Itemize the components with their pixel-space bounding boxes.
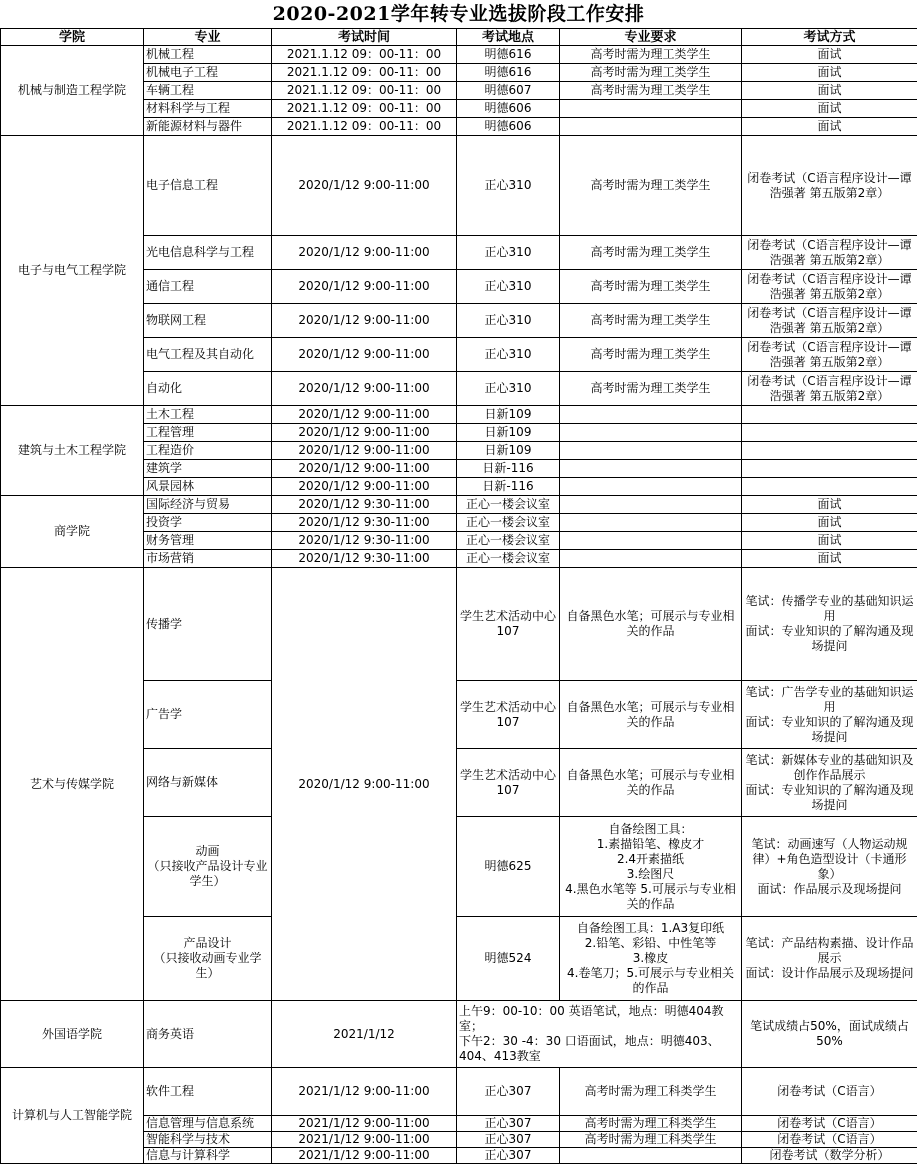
- major-cell: 机械工程: [144, 46, 272, 64]
- place-cell: 正心一楼会议室: [457, 550, 560, 568]
- requirement-cell: [560, 442, 742, 460]
- college-cell: 计算机与人工智能学院: [1, 1068, 144, 1164]
- requirement-cell: [560, 424, 742, 442]
- time-cell: 2020/1/12 9:00-11:00: [272, 568, 457, 1001]
- major-cell: 工程造价: [144, 442, 272, 460]
- requirement-cell: 高考时需为理工类学生: [560, 236, 742, 270]
- time-cell: 2020/1/12 9:30-11:00: [272, 532, 457, 550]
- time-cell: 2020/1/12 9:00-11:00: [272, 270, 457, 304]
- time-cell: 2020/1/12 9:30-11:00: [272, 496, 457, 514]
- method-cell: 面试: [742, 550, 917, 568]
- header-major: 专业: [144, 29, 272, 46]
- requirement-cell: [560, 118, 742, 136]
- college-cell: 机械与制造工程学院: [1, 46, 144, 136]
- place-cell: 正心310: [457, 236, 560, 270]
- method-cell: 闭卷考试（数学分析）: [742, 1148, 917, 1164]
- method-cell: 闭卷考试（C语言）: [742, 1068, 917, 1116]
- time-cell: 2021/1/12 9:00-11:00: [272, 1148, 457, 1164]
- table-row: [1, 568, 917, 681]
- method-cell: [742, 406, 917, 424]
- requirement-cell: [560, 406, 742, 424]
- major-cell: 信息管理与信息系统: [144, 1116, 272, 1132]
- time-cell: 2021.1.12 09：00-11：00: [272, 118, 457, 136]
- major-cell: 动画 （只接收产品设计专业学生）: [144, 817, 272, 917]
- place-cell: 明德606: [457, 100, 560, 118]
- method-cell: 笔试：传播学专业的基础知识运用 面试：专业知识的了解沟通及现场提问: [742, 568, 917, 681]
- major-cell: 广告学: [144, 681, 272, 749]
- time-cell: 2021/1/12 9:00-11:00: [272, 1068, 457, 1116]
- major-cell: 物联网工程: [144, 304, 272, 338]
- requirement-cell: 高考时需为理工类学生: [560, 270, 742, 304]
- place-cell: 明德524: [457, 917, 560, 1001]
- major-cell: 电气工程及其自动化: [144, 338, 272, 372]
- requirement-cell: [560, 514, 742, 532]
- requirement-cell: 高考时需为理工类学生: [560, 372, 742, 406]
- requirement-cell: 自备绘图工具： 1.素描铅笔、橡皮才 2.4开素描纸 3.绘图尺 4.黑色水笔等 5.可展示与专业相关的作品: [560, 817, 742, 917]
- method-cell: 闭卷考试（C语言程序设计—谭浩强著 第五版第2章）: [742, 136, 917, 236]
- time-cell: 2020/1/12 9:00-11:00: [272, 304, 457, 338]
- requirement-cell: 高考时需为理工科类学生: [560, 1132, 742, 1148]
- major-cell: 建筑学: [144, 460, 272, 478]
- place-cell: 日新-116: [457, 460, 560, 478]
- place-cell: 明德616: [457, 64, 560, 82]
- method-cell: 闭卷考试（C语言程序设计—谭浩强著 第五版第2章）: [742, 236, 917, 270]
- place-cell: 日新109: [457, 406, 560, 424]
- college-cell: 建筑与土木工程学院: [1, 406, 144, 496]
- place-cell: 日新-116: [457, 478, 560, 496]
- header-college: 学院: [1, 29, 144, 46]
- time-cell: 2020/1/12 9:00-11:00: [272, 236, 457, 270]
- place-cell: 正心310: [457, 338, 560, 372]
- major-cell: 车辆工程: [144, 82, 272, 100]
- time-cell: 2020/1/12 9:00-11:00: [272, 424, 457, 442]
- method-cell: 笔试：新媒体专业的基础知识及创作作品展示 面试：专业知识的了解沟通及现场提问: [742, 749, 917, 817]
- time-cell: 2020/1/12 9:00-11:00: [272, 406, 457, 424]
- time-cell: 2021.1.12 09：00-11：00: [272, 46, 457, 64]
- time-cell: 2020/1/12 9:00-11:00: [272, 136, 457, 236]
- method-cell: 面试: [742, 532, 917, 550]
- major-cell: 智能科学与技术: [144, 1132, 272, 1148]
- method-cell: 闭卷考试（C语言）: [742, 1132, 917, 1148]
- major-cell: 新能源材料与器件: [144, 118, 272, 136]
- requirement-cell: 自备黑色水笔；可展示与专业相关的作品: [560, 749, 742, 817]
- place-cell: 日新109: [457, 424, 560, 442]
- major-cell: 商务英语: [144, 1001, 272, 1068]
- time-cell: 2021/1/12 9:00-11:00: [272, 1116, 457, 1132]
- requirement-cell: [560, 496, 742, 514]
- college-cell: 商学院: [1, 496, 144, 568]
- place-cell: 日新109: [457, 442, 560, 460]
- place-cell: 学生艺术活动中心107: [457, 749, 560, 817]
- header-method: 考试方式: [742, 29, 917, 46]
- major-cell: 机械电子工程: [144, 64, 272, 82]
- time-cell: 2020/1/12 9:00-11:00: [272, 372, 457, 406]
- major-cell: 软件工程: [144, 1068, 272, 1116]
- place-cell: 正心307: [457, 1068, 560, 1116]
- method-cell: 面试: [742, 514, 917, 532]
- time-cell: 2020/1/12 9:00-11:00: [272, 460, 457, 478]
- requirement-cell: [560, 532, 742, 550]
- major-cell: 市场营销: [144, 550, 272, 568]
- major-cell: 工程管理: [144, 424, 272, 442]
- method-cell: [742, 478, 917, 496]
- table-row: [1, 46, 917, 64]
- method-cell: 闭卷考试（C语言程序设计—谭浩强著 第五版第2章）: [742, 372, 917, 406]
- place-cell: 学生艺术活动中心107: [457, 681, 560, 749]
- time-cell: 2020/1/12 9:00-11:00: [272, 338, 457, 372]
- time-cell: 2020/1/12 9:00-11:00: [272, 478, 457, 496]
- method-cell: 面试: [742, 46, 917, 64]
- method-cell: 笔试成绩占50%，面试成绩占50%: [742, 1001, 917, 1068]
- method-cell: 面试: [742, 100, 917, 118]
- method-cell: 闭卷考试（C语言程序设计—谭浩强著 第五版第2章）: [742, 338, 917, 372]
- major-cell: 网络与新媒体: [144, 749, 272, 817]
- place-cell: 正心310: [457, 304, 560, 338]
- time-cell: 2021.1.12 09：00-11：00: [272, 64, 457, 82]
- method-cell: 面试: [742, 496, 917, 514]
- method-cell: 笔试：产品结构素描、设计作品展示 面试：设计作品展示及现场提问: [742, 917, 917, 1001]
- time-cell: 2020/1/12 9:30-11:00: [272, 514, 457, 532]
- method-cell: 闭卷考试（C语言程序设计—谭浩强著 第五版第2章）: [742, 270, 917, 304]
- requirement-cell: 高考时需为理工类学生: [560, 136, 742, 236]
- method-cell: 笔试：动画速写（人物运动规律）+角色造型设计（卡通形象） 面试：作品展示及现场提问: [742, 817, 917, 917]
- college-cell: 电子与电气工程学院: [1, 136, 144, 406]
- place-cell: 正心307: [457, 1116, 560, 1132]
- time-cell: 2021.1.12 09：00-11：00: [272, 82, 457, 100]
- method-cell: 面试: [742, 118, 917, 136]
- method-cell: 闭卷考试（C语言程序设计—谭浩强著 第五版第2章）: [742, 304, 917, 338]
- major-cell: 材料科学与工程: [144, 100, 272, 118]
- major-cell: 信息与计算科学: [144, 1148, 272, 1164]
- place-cell: 明德606: [457, 118, 560, 136]
- place-cell: 正心307: [457, 1132, 560, 1148]
- place-cell: 正心一楼会议室: [457, 532, 560, 550]
- major-cell: 风景园林: [144, 478, 272, 496]
- schedule-table: [0, 28, 917, 1164]
- table-row: [1, 406, 917, 424]
- method-cell: [742, 442, 917, 460]
- requirement-cell: [560, 550, 742, 568]
- method-cell: [742, 460, 917, 478]
- table-row: [1, 136, 917, 236]
- major-cell: 电子信息工程: [144, 136, 272, 236]
- major-cell: 国际经济与贸易: [144, 496, 272, 514]
- place-cell: 学生艺术活动中心107: [457, 568, 560, 681]
- place-cell: 正心310: [457, 136, 560, 236]
- place-cell: 正心307: [457, 1148, 560, 1164]
- time-cell: 2021.1.12 09：00-11：00: [272, 100, 457, 118]
- requirement-cell: 自备黑色水笔；可展示与专业相关的作品: [560, 681, 742, 749]
- place-cell: 正心一楼会议室: [457, 496, 560, 514]
- major-cell: 财务管理: [144, 532, 272, 550]
- method-cell: [742, 424, 917, 442]
- major-cell: 传播学: [144, 568, 272, 681]
- requirement-cell: 高考时需为理工类学生: [560, 82, 742, 100]
- header-requirement: 专业要求: [560, 29, 742, 46]
- place-cell: 上午9：00-10：00 英语笔试，地点：明德404教室； 下午2：30 -4：30 口语面试，地点：明德403、404、413教室: [457, 1001, 742, 1068]
- method-cell: 笔试：广告学专业的基础知识运用 面试：专业知识的了解沟通及现场提问: [742, 681, 917, 749]
- time-cell: 2020/1/12 9:00-11:00: [272, 442, 457, 460]
- requirement-cell: [560, 1148, 742, 1164]
- table-row: [1, 1001, 917, 1068]
- requirement-cell: 高考时需为理工类学生: [560, 46, 742, 64]
- requirement-cell: 高考时需为理工类学生: [560, 64, 742, 82]
- method-cell: 闭卷考试（C语言）: [742, 1116, 917, 1132]
- place-cell: 明德616: [457, 46, 560, 64]
- requirement-cell: 自备黑色水笔；可展示与专业相关的作品: [560, 568, 742, 681]
- place-cell: 正心310: [457, 372, 560, 406]
- requirement-cell: 自备绘图工具：1.A3复印纸 2.铅笔、彩铅、中性笔等 3.橡皮 4.卷笔刀；5.可展示与专业相关的作品: [560, 917, 742, 1001]
- method-cell: 面试: [742, 82, 917, 100]
- major-cell: 自动化: [144, 372, 272, 406]
- header-place: 考试地点: [457, 29, 560, 46]
- requirement-cell: [560, 478, 742, 496]
- header-row: [1, 29, 917, 46]
- place-cell: 明德607: [457, 82, 560, 100]
- place-cell: 明德625: [457, 817, 560, 917]
- requirement-cell: 高考时需为理工类学生: [560, 338, 742, 372]
- major-cell: 通信工程: [144, 270, 272, 304]
- major-cell: 土木工程: [144, 406, 272, 424]
- major-cell: 投资学: [144, 514, 272, 532]
- college-cell: 艺术与传媒学院: [1, 568, 144, 1001]
- requirement-cell: 高考时需为理工科类学生: [560, 1068, 742, 1116]
- requirement-cell: [560, 460, 742, 478]
- place-cell: 正心一楼会议室: [457, 514, 560, 532]
- requirement-cell: 高考时需为理工类学生: [560, 304, 742, 338]
- page-title: 2020-2021学年转专业选拔阶段工作安排: [272, 3, 645, 25]
- time-cell: 2020/1/12 9:30-11:00: [272, 550, 457, 568]
- time-cell: 2021/1/12: [272, 1001, 457, 1068]
- college-cell: 外国语学院: [1, 1001, 144, 1068]
- table-row: [1, 496, 917, 514]
- place-cell: 正心310: [457, 270, 560, 304]
- method-cell: 面试: [742, 64, 917, 82]
- requirement-cell: 高考时需为理工科类学生: [560, 1116, 742, 1132]
- table-row: [1, 1068, 917, 1116]
- time-cell: 2021/1/12 9:00-11:00: [272, 1132, 457, 1148]
- header-time: 考试时间: [272, 29, 457, 46]
- major-cell: 产品设计 （只接收动画专业学生）: [144, 917, 272, 1001]
- major-cell: 光电信息科学与工程: [144, 236, 272, 270]
- requirement-cell: [560, 100, 742, 118]
